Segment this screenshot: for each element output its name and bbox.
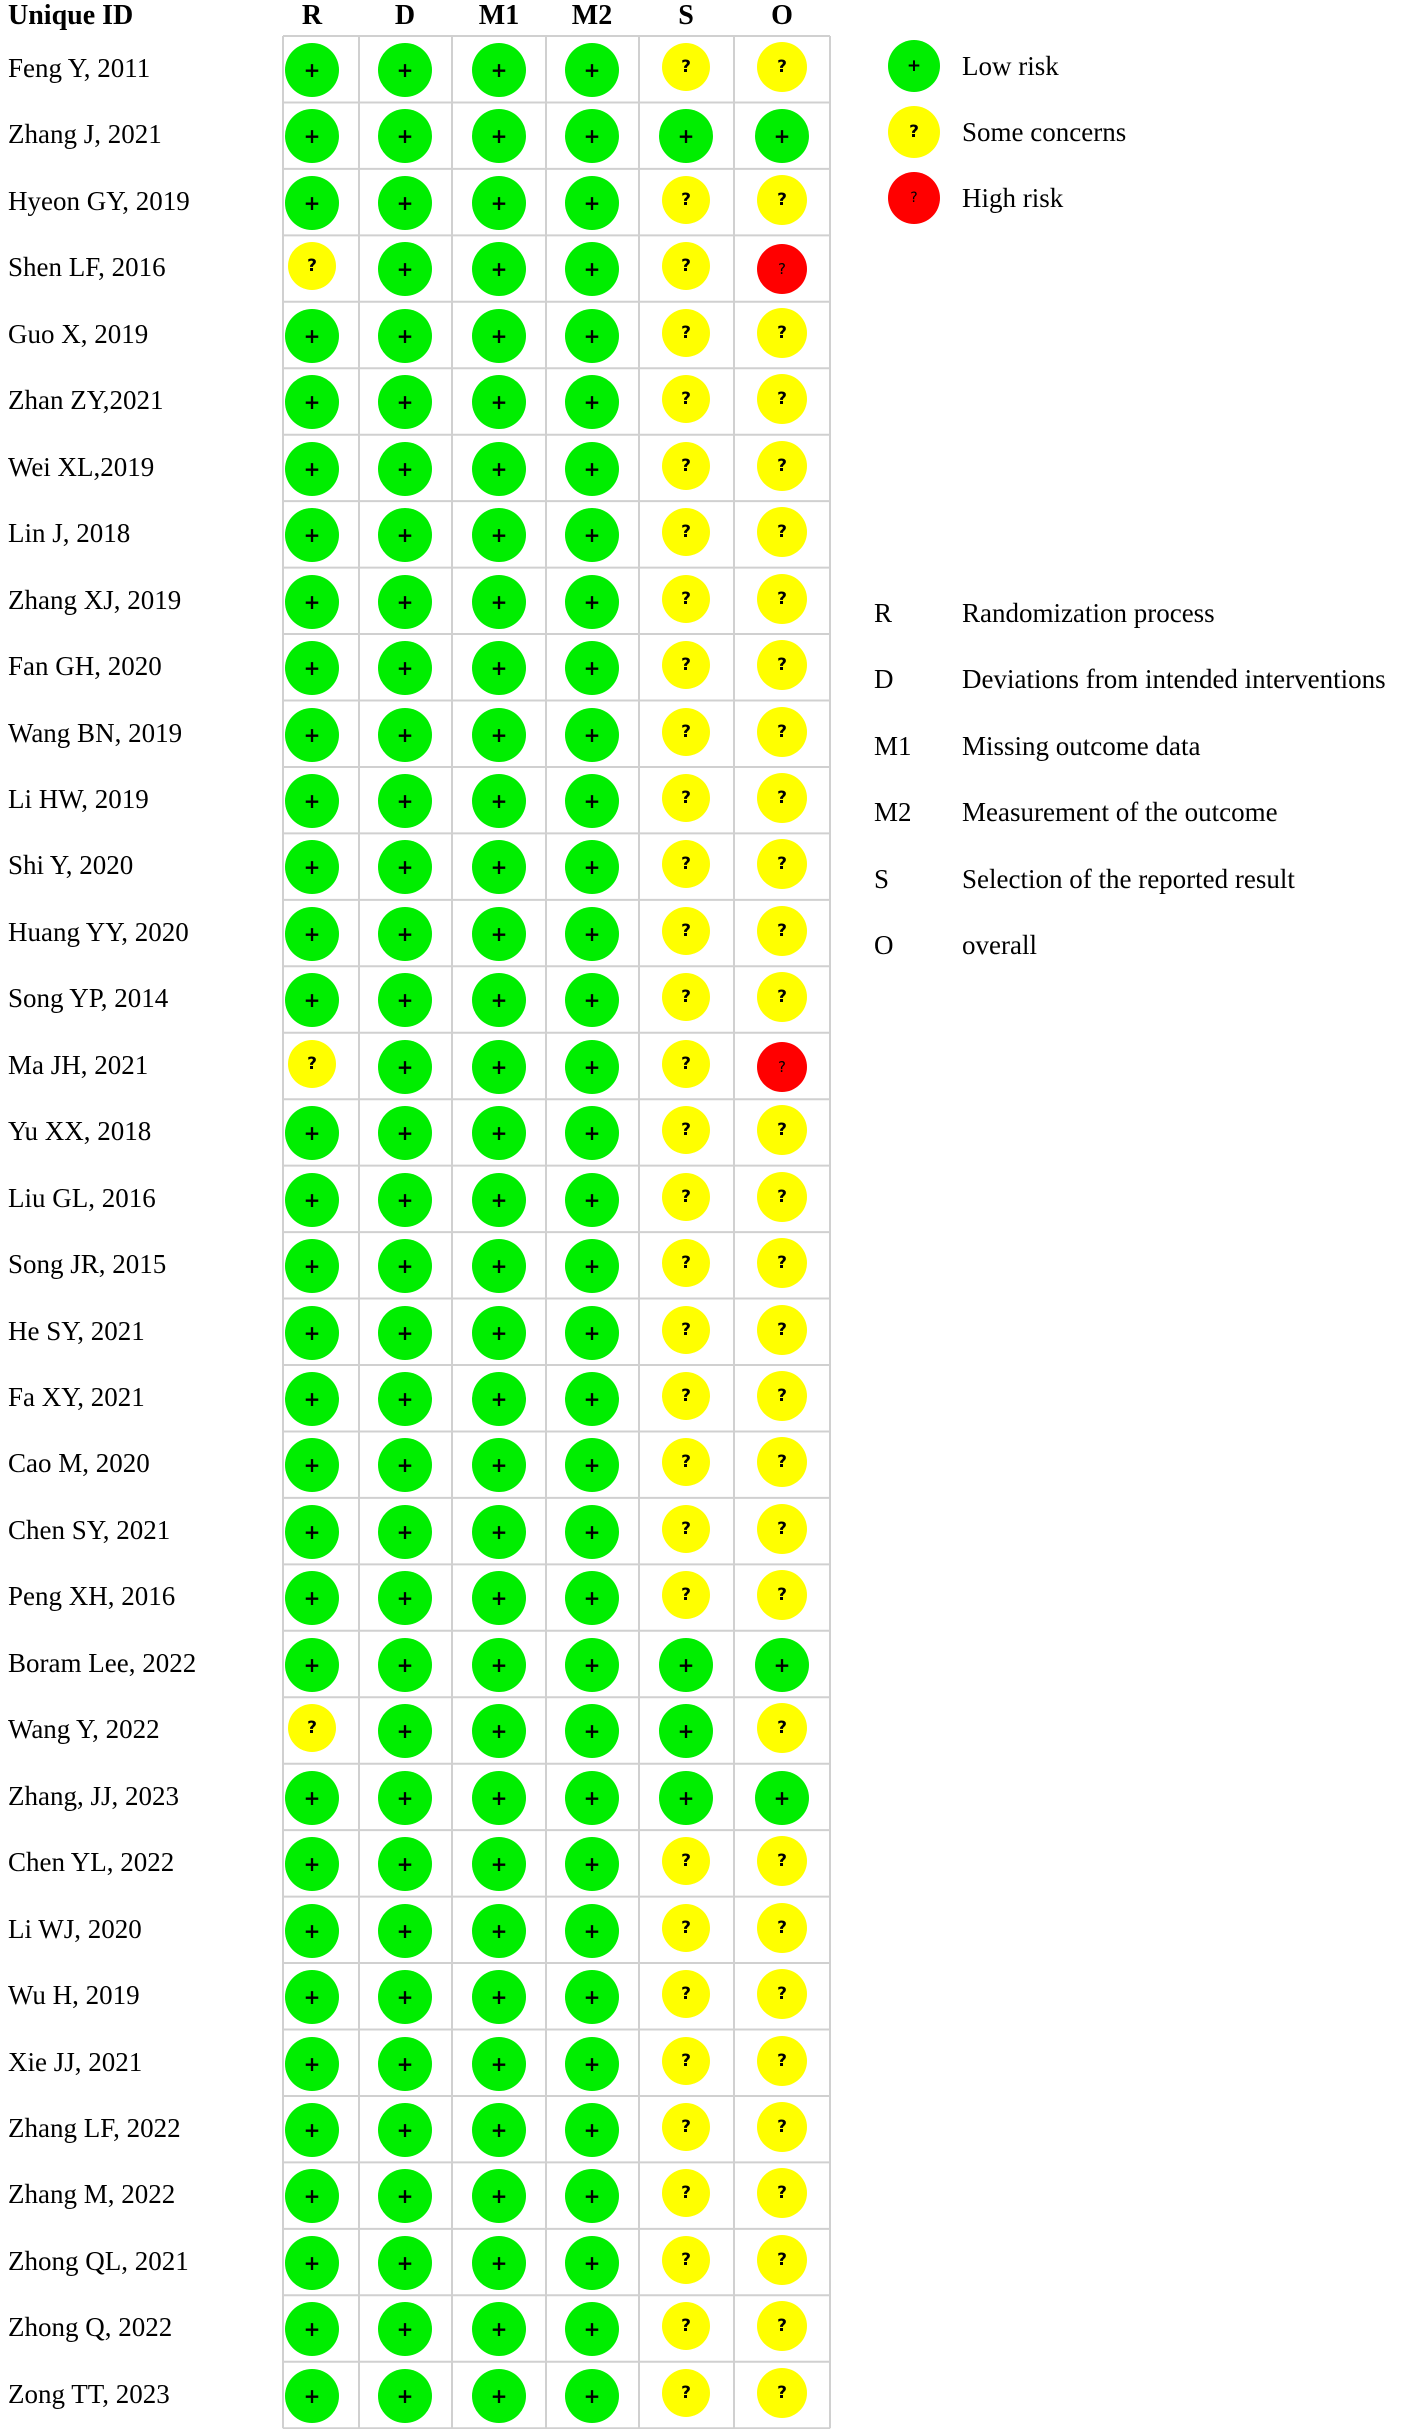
judgement-mark-some: ? xyxy=(757,1903,807,1953)
study-label: Wei XL,2019 xyxy=(8,451,155,482)
study-label: Xie JJ, 2021 xyxy=(8,2046,143,2077)
judgement-mark-low: + xyxy=(565,1904,619,1958)
judgement-mark-low: + xyxy=(472,575,526,629)
judgement-mark-low: + xyxy=(378,309,432,363)
judgement-mark-low: + xyxy=(378,641,432,695)
column-header-s: S xyxy=(678,0,694,31)
judgement-mark-low: + xyxy=(285,1638,339,1692)
study-label: Song JR, 2015 xyxy=(8,1249,167,1280)
judgement-mark-low: + xyxy=(285,2369,339,2423)
study-label: Feng Y, 2011 xyxy=(8,53,151,83)
judgement-mark-low: + xyxy=(472,2369,526,2423)
judgement-mark-low: + xyxy=(565,1638,619,1692)
column-header-m1: M1 xyxy=(478,0,520,31)
study-label: Zhang M, 2022 xyxy=(8,2179,176,2210)
domain-abbr: O xyxy=(874,930,894,960)
study-label: Zhang LF, 2022 xyxy=(8,2112,181,2143)
judgement-mark-low: + xyxy=(565,1372,619,1426)
judgement-mark-low: + xyxy=(378,1771,432,1825)
judgement-mark-some: ? xyxy=(757,374,807,424)
judgement-mark-low: + xyxy=(472,508,526,562)
judgement-mark-low: + xyxy=(565,1571,619,1625)
study-label: Zhong Q, 2022 xyxy=(8,2312,173,2343)
judgement-mark-some: ? xyxy=(662,708,710,756)
judgement-mark-low: + xyxy=(565,1106,619,1160)
study-label: Liu GL, 2016 xyxy=(8,1182,156,1213)
judgement-mark-low: + xyxy=(285,575,339,629)
judgement-mark-some: ? xyxy=(757,2168,807,2218)
study-label: Fan GH, 2020 xyxy=(8,651,162,682)
judgement-mark-low: + xyxy=(378,1638,432,1692)
judgement-mark-low: + xyxy=(285,1438,339,1492)
study-label: Hyeon GY, 2019 xyxy=(8,185,190,216)
judgement-mark-high: ? xyxy=(757,1042,807,1092)
judgement-mark-low: + xyxy=(378,1837,432,1891)
judgement-mark-some: ? xyxy=(662,641,710,689)
judgement-mark-low: + xyxy=(378,2169,432,2223)
judgement-mark-low: + xyxy=(565,1704,619,1758)
judgement-mark-low: + xyxy=(285,1239,339,1293)
judgement-mark-low: + xyxy=(378,840,432,894)
judgement-mark-low: + xyxy=(285,109,339,163)
judgement-mark-some: ? xyxy=(662,1970,710,2018)
judgement-mark-low: + xyxy=(659,1704,713,1758)
judgement-mark-some: ? xyxy=(662,375,710,423)
judgement-mark-low: + xyxy=(472,1904,526,1958)
judgement-mark-some: ? xyxy=(662,1571,710,1619)
judgement-mark-some: ? xyxy=(757,574,807,624)
judgement-mark-low: + xyxy=(378,1505,432,1559)
judgement-mark-high: ? xyxy=(757,244,807,294)
judgement-mark-some: ? xyxy=(662,1837,710,1885)
judgement-mark-low: + xyxy=(472,774,526,828)
judgement-mark-some: ? xyxy=(662,907,710,955)
judgement-mark-some: ? xyxy=(288,1040,336,1088)
legend-label-some: Some concerns xyxy=(962,117,1127,147)
judgement-mark-low: + xyxy=(472,242,526,296)
study-label: Zhang J, 2021 xyxy=(8,119,162,150)
judgement-mark-low: + xyxy=(565,375,619,429)
judgement-mark-some: ? xyxy=(757,906,807,956)
judgement-mark-some: ? xyxy=(757,42,807,92)
judgement-mark-some: ? xyxy=(757,1570,807,1620)
study-label: Shen LF, 2016 xyxy=(8,252,166,283)
legend-mark-some: ? xyxy=(888,106,940,158)
judgement-mark-low: + xyxy=(285,2169,339,2223)
judgement-mark-low: + xyxy=(285,840,339,894)
judgement-mark-low: + xyxy=(378,2369,432,2423)
judgement-mark-low: + xyxy=(285,442,339,496)
judgement-mark-low: + xyxy=(285,1306,339,1360)
judgement-mark-low: + xyxy=(565,907,619,961)
judgement-mark-low: + xyxy=(472,2037,526,2091)
judgement-mark-low: + xyxy=(378,442,432,496)
judgement-mark-some: ? xyxy=(757,1371,807,1421)
judgement-mark-low: + xyxy=(285,1904,339,1958)
judgement-mark-some: ? xyxy=(757,2102,807,2152)
judgement-mark-low: + xyxy=(472,840,526,894)
domain-abbr: D xyxy=(874,664,894,695)
judgement-mark-low: + xyxy=(378,43,432,97)
judgement-mark-low: + xyxy=(565,242,619,296)
judgement-mark-low: + xyxy=(378,1106,432,1160)
judgement-mark-low: + xyxy=(285,2302,339,2356)
judgement-mark-low: + xyxy=(285,907,339,961)
judgement-mark-some: ? xyxy=(662,1040,710,1088)
judgement-mark-some: ? xyxy=(662,1372,710,1420)
judgement-mark-low: + xyxy=(472,1106,526,1160)
judgement-mark-low: + xyxy=(472,708,526,762)
judgement-mark-some: ? xyxy=(662,176,710,224)
study-label: Zhong QL, 2021 xyxy=(8,2245,189,2276)
judgement-mark-low: + xyxy=(565,442,619,496)
judgement-mark-low: + xyxy=(285,1106,339,1160)
judgement-mark-low: + xyxy=(378,1372,432,1426)
judgement-mark-low: + xyxy=(565,43,619,97)
judgement-mark-low: + xyxy=(565,1239,619,1293)
judgement-mark-low: + xyxy=(755,1638,809,1692)
judgement-mark-low: + xyxy=(285,1771,339,1825)
judgement-mark-low: + xyxy=(472,2169,526,2223)
judgement-mark-low: + xyxy=(565,774,619,828)
judgement-mark-low: + xyxy=(378,2103,432,2157)
judgement-mark-some: ? xyxy=(662,1306,710,1354)
judgement-mark-low: + xyxy=(285,1837,339,1891)
judgement-mark-low: + xyxy=(472,2236,526,2290)
judgement-mark-some: ? xyxy=(662,2369,710,2417)
judgement-mark-low: + xyxy=(378,575,432,629)
judgement-mark-low: + xyxy=(565,1173,619,1227)
judgement-mark-low: + xyxy=(378,1571,432,1625)
judgement-mark-some: ? xyxy=(288,242,336,290)
domain-label: Deviations from intended interventions xyxy=(962,664,1386,695)
judgement-mark-some: ? xyxy=(662,575,710,623)
judgement-mark-some: ? xyxy=(662,1239,710,1287)
column-header-m2: M2 xyxy=(571,0,613,31)
judgement-mark-low: + xyxy=(285,375,339,429)
judgement-mark-some: ? xyxy=(662,1505,710,1553)
judgement-mark-some: ? xyxy=(662,309,710,357)
judgement-mark-low: + xyxy=(659,109,713,163)
judgement-mark-some: ? xyxy=(662,1438,710,1486)
judgement-mark-low: + xyxy=(472,1239,526,1293)
judgement-mark-low: + xyxy=(565,508,619,562)
study-label: Huang YY, 2020 xyxy=(8,916,189,947)
judgement-mark-low: + xyxy=(285,1505,339,1559)
judgement-mark-some: ? xyxy=(757,441,807,491)
study-label: Lin J, 2018 xyxy=(8,518,131,549)
judgement-mark-low: + xyxy=(472,907,526,961)
judgement-mark-low: + xyxy=(472,1837,526,1891)
judgement-mark-low: + xyxy=(285,309,339,363)
judgement-mark-low: + xyxy=(472,375,526,429)
judgement-mark-low: + xyxy=(472,309,526,363)
study-label: Shi Y, 2020 xyxy=(8,850,134,881)
judgement-mark-low: + xyxy=(472,1306,526,1360)
domain-label: Selection of the reported result xyxy=(962,863,1295,894)
domain-label: Missing outcome data xyxy=(962,730,1201,761)
judgement-mark-some: ? xyxy=(757,2036,807,2086)
judgement-mark-low: + xyxy=(472,43,526,97)
domain-label: Randomization process xyxy=(962,598,1215,628)
column-header-r: R xyxy=(301,0,323,31)
judgement-mark-low: + xyxy=(378,2037,432,2091)
judgement-mark-some: ? xyxy=(662,1904,710,1952)
legend-label-high: High risk xyxy=(962,183,1064,213)
judgement-mark-some: ? xyxy=(662,774,710,822)
study-label: Li WJ, 2020 xyxy=(8,1913,142,1944)
judgement-mark-some: ? xyxy=(757,1172,807,1222)
judgement-mark-some: ? xyxy=(662,43,710,91)
judgement-mark-some: ? xyxy=(662,2302,710,2350)
judgement-mark-low: + xyxy=(378,1040,432,1094)
judgement-mark-low: + xyxy=(565,109,619,163)
judgement-mark-low: + xyxy=(285,1970,339,2024)
judgement-mark-low: + xyxy=(472,1970,526,2024)
judgement-mark-low: + xyxy=(472,1704,526,1758)
judgement-mark-some: ? xyxy=(757,1305,807,1355)
judgement-mark-low: + xyxy=(565,1970,619,2024)
judgement-mark-low: + xyxy=(472,1372,526,1426)
judgement-mark-low: + xyxy=(285,1571,339,1625)
judgement-mark-low: + xyxy=(378,242,432,296)
study-label: Peng XH, 2016 xyxy=(8,1581,176,1612)
judgement-mark-low: + xyxy=(472,109,526,163)
judgement-mark-low: + xyxy=(472,1571,526,1625)
study-label: Song YP, 2014 xyxy=(8,983,169,1014)
judgement-mark-some: ? xyxy=(757,507,807,557)
judgement-mark-some: ? xyxy=(757,2301,807,2351)
judgement-mark-some: ? xyxy=(757,1105,807,1155)
judgement-mark-low: + xyxy=(565,840,619,894)
judgement-mark-low: + xyxy=(472,1438,526,1492)
study-label: Zhang, JJ, 2023 xyxy=(8,1780,179,1811)
study-label: Zong TT, 2023 xyxy=(8,2378,170,2409)
judgement-mark-low: + xyxy=(472,2103,526,2157)
judgement-mark-some: ? xyxy=(757,707,807,757)
domain-abbr: M1 xyxy=(874,730,912,761)
judgement-mark-low: + xyxy=(472,973,526,1027)
study-label: Chen YL, 2022 xyxy=(8,1847,175,1878)
judgement-mark-low: + xyxy=(378,375,432,429)
judgement-mark-low: + xyxy=(565,1438,619,1492)
judgement-mark-low: + xyxy=(565,2169,619,2223)
judgement-mark-some: ? xyxy=(757,175,807,225)
judgement-mark-low: + xyxy=(565,641,619,695)
judgement-mark-some: ? xyxy=(757,1703,807,1753)
judgement-mark-low: + xyxy=(378,1239,432,1293)
judgement-mark-some: ? xyxy=(757,839,807,889)
judgement-mark-low: + xyxy=(285,43,339,97)
judgement-mark-low: + xyxy=(472,442,526,496)
judgement-mark-low: + xyxy=(565,309,619,363)
judgement-mark-low: + xyxy=(755,1771,809,1825)
judgement-mark-low: + xyxy=(378,2236,432,2290)
column-header-d: D xyxy=(394,0,416,31)
judgement-mark-low: + xyxy=(565,1306,619,1360)
judgement-mark-low: + xyxy=(565,1040,619,1094)
judgement-mark-low: + xyxy=(285,1173,339,1227)
judgement-mark-low: + xyxy=(755,109,809,163)
judgement-mark-some: ? xyxy=(757,1437,807,1487)
judgement-mark-some: ? xyxy=(662,2037,710,2085)
judgement-mark-low: + xyxy=(378,508,432,562)
study-label: Zhang XJ, 2019 xyxy=(8,584,182,615)
study-label: Ma JH, 2021 xyxy=(8,1049,149,1080)
judgement-mark-some: ? xyxy=(662,1106,710,1154)
judgement-mark-low: + xyxy=(285,1372,339,1426)
judgement-mark-low: + xyxy=(472,1771,526,1825)
judgement-mark-low: + xyxy=(285,2037,339,2091)
judgement-mark-low: + xyxy=(659,1771,713,1825)
judgement-mark-low: + xyxy=(378,907,432,961)
study-label: Wu H, 2019 xyxy=(8,1980,140,2011)
judgement-mark-some: ? xyxy=(757,308,807,358)
judgement-mark-low: + xyxy=(285,2103,339,2157)
judgement-mark-low: + xyxy=(565,708,619,762)
study-label: Li HW, 2019 xyxy=(8,783,149,814)
judgement-mark-low: + xyxy=(378,1438,432,1492)
legend-label-low: Low risk xyxy=(962,51,1059,81)
study-label: Wang Y, 2022 xyxy=(8,1714,160,1745)
judgement-mark-low: + xyxy=(472,2302,526,2356)
judgement-mark-low: + xyxy=(378,774,432,828)
study-label: He SY, 2021 xyxy=(8,1315,145,1346)
judgement-mark-low: + xyxy=(285,641,339,695)
judgement-mark-low: + xyxy=(472,641,526,695)
judgement-mark-low: + xyxy=(565,2037,619,2091)
judgement-mark-low: + xyxy=(565,2103,619,2157)
judgement-mark-some: ? xyxy=(662,1173,710,1221)
study-label: Fa XY, 2021 xyxy=(8,1382,145,1412)
judgement-mark-low: + xyxy=(378,1306,432,1360)
judgement-mark-low: + xyxy=(565,1771,619,1825)
column-header-o: O xyxy=(771,0,793,31)
judgement-mark-low: + xyxy=(565,2302,619,2356)
judgement-mark-some: ? xyxy=(662,2236,710,2284)
judgement-mark-low: + xyxy=(285,2236,339,2290)
judgement-mark-some: ? xyxy=(662,242,710,290)
study-label: Cao M, 2020 xyxy=(8,1448,150,1479)
judgement-mark-low: + xyxy=(285,708,339,762)
judgement-mark-some: ? xyxy=(757,1969,807,2019)
study-label: Chen SY, 2021 xyxy=(8,1514,171,1545)
judgement-mark-low: + xyxy=(565,575,619,629)
domain-label: Measurement of the outcome xyxy=(962,797,1278,828)
judgement-mark-some: ? xyxy=(757,1504,807,1554)
judgement-mark-some: ? xyxy=(757,1836,807,1886)
study-label: Boram Lee, 2022 xyxy=(8,1647,197,1678)
judgement-mark-low: + xyxy=(285,508,339,562)
judgement-mark-low: + xyxy=(472,1173,526,1227)
judgement-mark-low: + xyxy=(565,2236,619,2290)
judgement-mark-some: ? xyxy=(662,442,710,490)
judgement-mark-low: + xyxy=(285,176,339,230)
judgement-mark-low: + xyxy=(378,708,432,762)
judgement-mark-low: + xyxy=(378,1704,432,1758)
study-label: Guo X, 2019 xyxy=(8,318,149,349)
study-label: Zhan ZY,2021 xyxy=(8,385,164,416)
judgement-mark-some: ? xyxy=(757,2368,807,2418)
judgement-mark-low: + xyxy=(378,1173,432,1227)
legend-mark-high: ? xyxy=(888,172,940,224)
domain-abbr: M2 xyxy=(874,797,912,828)
judgement-mark-low: + xyxy=(378,176,432,230)
judgement-mark-low: + xyxy=(378,2302,432,2356)
judgement-mark-some: ? xyxy=(757,1238,807,1288)
legend-mark-low: + xyxy=(888,40,940,92)
judgement-mark-some: ? xyxy=(662,973,710,1021)
judgement-mark-low: + xyxy=(285,973,339,1027)
judgement-mark-low: + xyxy=(565,1837,619,1891)
study-label: Wang BN, 2019 xyxy=(8,717,183,748)
judgement-mark-low: + xyxy=(378,1970,432,2024)
judgement-mark-some: ? xyxy=(662,840,710,888)
judgement-mark-low: + xyxy=(378,1904,432,1958)
judgement-mark-some: ? xyxy=(757,972,807,1022)
domain-abbr: R xyxy=(874,598,893,628)
judgement-mark-some: ? xyxy=(757,773,807,823)
judgement-mark-low: + xyxy=(565,2369,619,2423)
judgement-mark-low: + xyxy=(378,109,432,163)
judgement-mark-low: + xyxy=(472,1040,526,1094)
judgement-mark-low: + xyxy=(378,973,432,1027)
judgement-mark-low: + xyxy=(472,1638,526,1692)
study-label: Yu XX, 2018 xyxy=(8,1116,152,1147)
unique-id-header: Unique ID xyxy=(8,0,134,31)
judgement-mark-low: + xyxy=(472,1505,526,1559)
judgement-mark-some: ? xyxy=(757,640,807,690)
judgement-mark-some: ? xyxy=(757,2235,807,2285)
judgement-mark-low: + xyxy=(565,176,619,230)
judgement-mark-some: ? xyxy=(288,1704,336,1752)
judgement-mark-some: ? xyxy=(662,508,710,556)
judgement-mark-low: + xyxy=(659,1638,713,1692)
judgement-mark-low: + xyxy=(285,774,339,828)
domain-abbr: S xyxy=(874,863,890,894)
judgement-mark-low: + xyxy=(565,1505,619,1559)
judgement-mark-some: ? xyxy=(662,2169,710,2217)
judgement-mark-some: ? xyxy=(662,2103,710,2151)
judgement-mark-low: + xyxy=(565,973,619,1027)
domain-label: overall xyxy=(962,930,1037,960)
judgement-mark-low: + xyxy=(472,176,526,230)
